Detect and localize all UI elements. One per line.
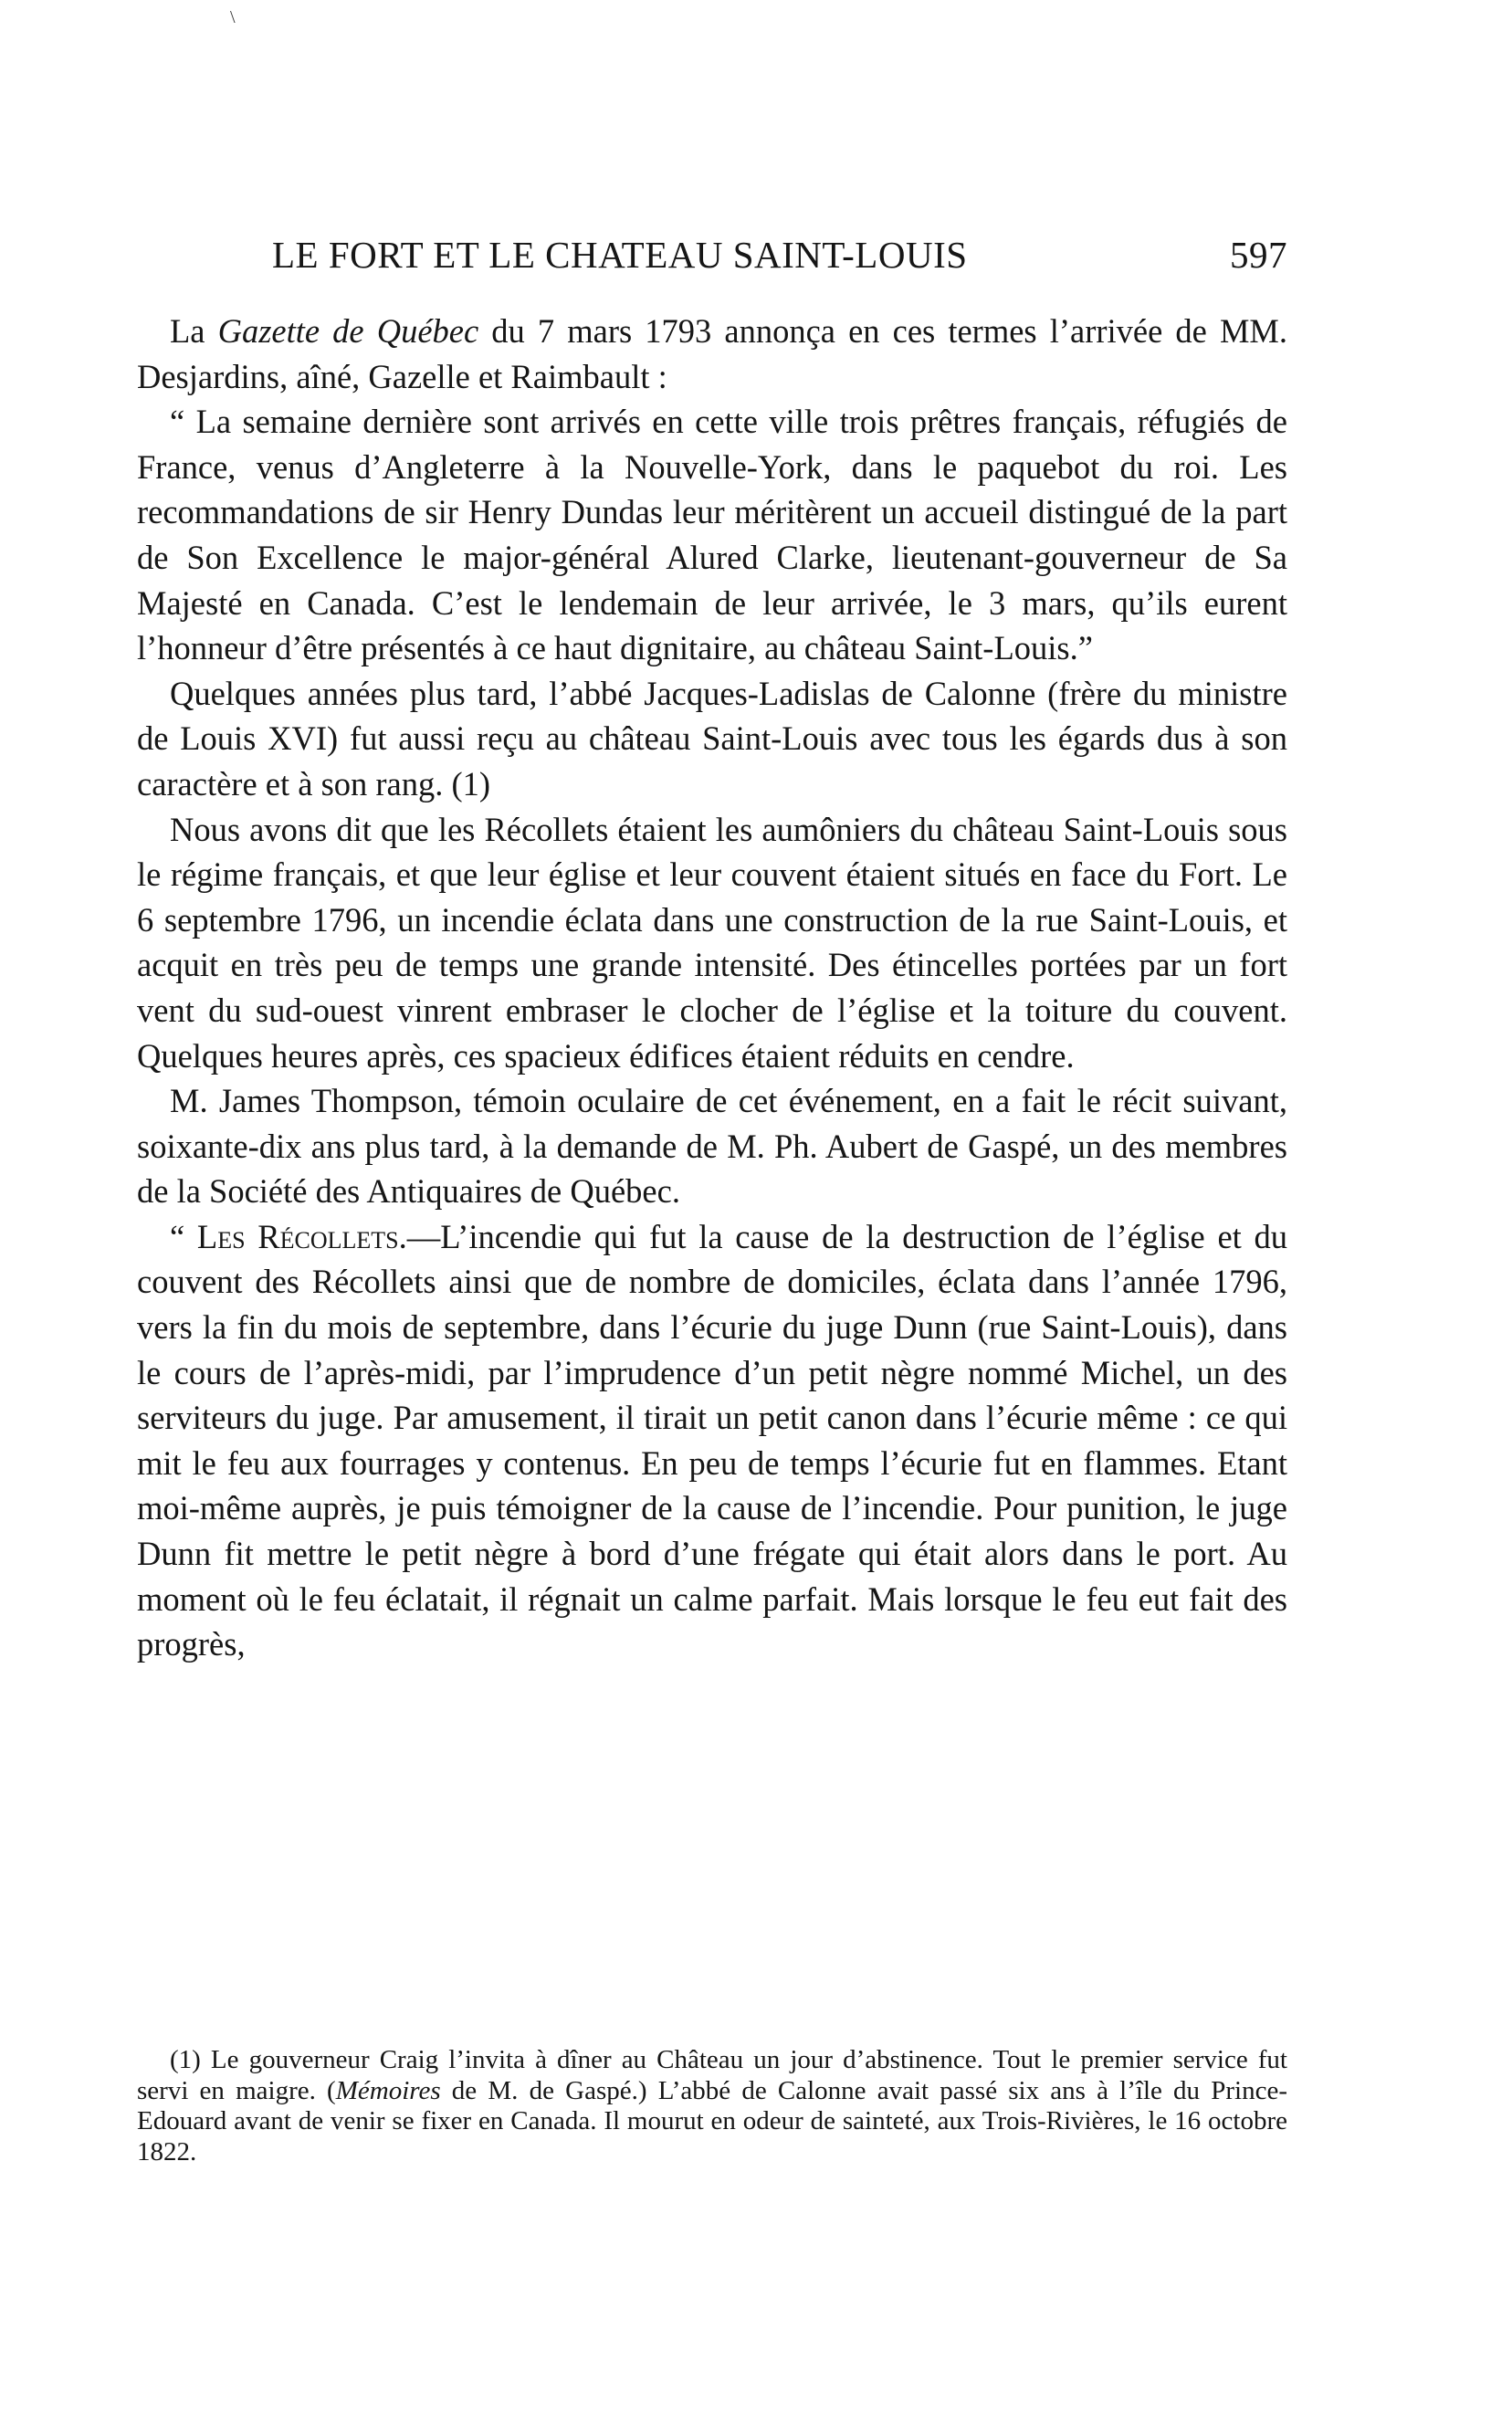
paragraph-5: M. James Thompson, témoin oculaire de cet événement, en a fait le récit suivant, soixante-dix ans plus tard, à la demande de M. Ph. Aubert de Gaspé, un des membres de la Société des Antiquaires de Québec. <box>137 1082 1287 1211</box>
newspaper-title: Gazette de Québec <box>217 312 479 350</box>
main-text <box>137 309 1287 1667</box>
paragraph-4: Nous avons dit que les Récollets étaient les aumôniers du château Saint-Louis sous le régime français, et que leur église et leur couvent étaient situés en face du Fort. Le 6 septembre 1796, un incendie éclata dans une construction de la rue Saint-Louis, et acquit en très peu de temps une grande intensité. Des étincelles portées par un fort vent du sud-ouest vinrent embraser le clocher de l’église et la toiture du couvent. Quelques heures après, ces spacieux édifices étaient réduits en cendre. <box>137 810 1287 1075</box>
section-heading: Les Récollets <box>196 1217 399 1255</box>
footnotes <box>137 2045 1287 2167</box>
paragraph-3: Quelques années plus tard, l’abbé Jacques-Ladislas de Calonne (frère du ministre de Louis XVI) fut aussi reçu au château Saint-Louis avec tous les égards dus à son caractère et à son rang. (1) <box>137 674 1287 803</box>
book-page <box>137 0 1287 2434</box>
footnote-italic: Mémoires <box>335 2075 441 2105</box>
page-number: 597 <box>1230 234 1287 276</box>
paragraph-1: La Gazette de Québec du 7 mars 1793 annonça en ces termes l’arrivée de MM. Desjardins, aîné, Gazelle et Raimbault : <box>137 312 1287 395</box>
footnote-1: (1) Le gouverneur Craig l’invita à dîner au Château un jour d’abstinence. Tout le premier service fut servi en maigre. (Mémoires de M. de Gaspé.) L’abbé de Calonne avait passé six ans à l’île du Prince-Edouard avant de venir se fixer en Canada. Il mourut en odeur de sainteté, aux Trois-Rivières, le 16 octobre 1822. <box>137 2045 1287 2166</box>
scan-mark: \ <box>230 7 236 27</box>
running-title: LE FORT ET LE CHATEAU SAINT-LOUIS <box>272 234 968 276</box>
paragraph-2: “ La semaine dernière sont arrivés en cette ville trois prêtres français, réfugiés de France, venus d’Angleterre à la Nouvelle-York, dans le paquebot du roi. Les recommandations de sir Henry Dundas leur méritèrent un accueil distingué de la part de Son Excellence le major-général Alured Clarke, lieutenant-gouverneur de Sa Majesté en Canada. C’est le lendemain de leur arrivée, le 3 mars, qu’ils eurent l’honneur d’être présentés à ce haut dignitaire, au château Saint-Louis.” <box>137 403 1287 667</box>
paragraph-6: “ Les Récollets.—L’incendie qui fut la cause de la destruction de l’église et du couvent des Récollets ainsi que de nombre de domiciles, éclata dans l’année 1796, vers la fin du mois de septembre, dans l’écurie du juge Dunn (rue Saint-Louis), dans le cours de l’après-midi, par l’imprudence d’un petit nègre nommé Michel, un des serviteurs du juge. Par amusement, il tirait un petit canon dans l’écurie même : ce qui mit le feu aux fourrages y contenus. En peu de temps l’écurie fut en flammes. Etant moi-même auprès, je puis témoigner de la cause de l’incendie. Pour punition, le juge Dunn fit mettre le petit nègre à bord d’une frégate qui était alors dans le port. Au moment où le feu éclatait, il régnait un calme parfait. Mais lorsque le feu eut fait des progrès, <box>137 1217 1287 1663</box>
